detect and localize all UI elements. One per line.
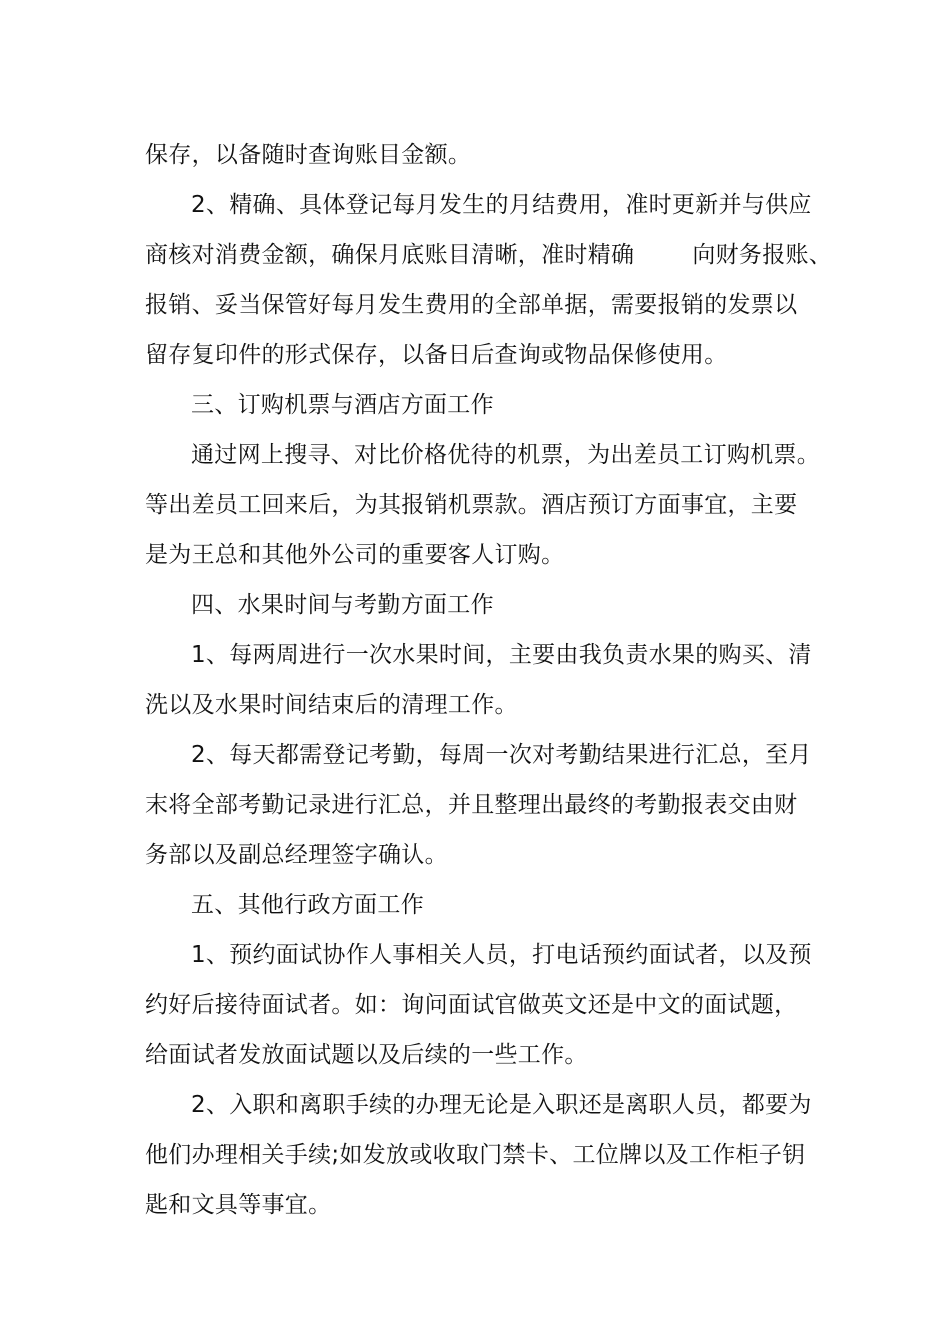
text-segment: 商核对消费金额，确保月底账目清晰，准时精确	[145, 242, 635, 268]
text-line: 2、入职和离职手续的办理无论是入职还是离职人员，都要为	[191, 1092, 812, 1118]
document-body	[145, 130, 835, 1230]
text-line: 洗以及水果时间结束后的清理工作。	[145, 692, 518, 718]
text-line: 2、每天都需登记考勤，每周一次对考勤结果进行汇总，至月	[191, 742, 812, 768]
text-line	[145, 230, 835, 280]
text-line: 保存，以备随时查询账目金额。	[145, 142, 472, 168]
text-segment: 向财务报账、	[692, 242, 833, 268]
text-line: 2、精确、具体登记每月发生的月结费用，准时更新并与供应	[191, 192, 812, 218]
text-line: 报销、妥当保管好每月发生费用的全部单据，需要报销的发票以	[145, 292, 798, 318]
text-line: 是为王总和其他外公司的重要客人订购。	[145, 542, 565, 568]
text-line: 留存复印件的形式保存，以备日后查询或物品保修使用。	[145, 342, 728, 368]
text-line: 务部以及副总经理签字确认。	[145, 842, 448, 868]
text-line: 他们办理相关手续;如发放或收取门禁卡、工位牌以及工作柜子钥	[145, 1142, 806, 1168]
text-line: 等出差员工回来后，为其报销机票款。酒店预订方面事宜，主要	[145, 492, 798, 518]
section-heading: 三、订购机票与酒店方面工作	[191, 392, 494, 418]
section-heading: 四、水果时间与考勤方面工作	[191, 592, 494, 618]
text-line: 1、预约面试协作人事相关人员，打电话预约面试者，以及预	[191, 942, 812, 968]
text-line: 匙和文具等事宜。	[145, 1192, 332, 1218]
text-line: 1、每两周进行一次水果时间，主要由我负责水果的购买、清	[191, 642, 812, 668]
text-line: 给面试者发放面试题以及后续的一些工作。	[145, 1042, 588, 1068]
section-heading: 五、其他行政方面工作	[191, 892, 424, 918]
text-line: 末将全部考勤记录进行汇总，并且整理出最终的考勤报表交由财	[145, 792, 798, 818]
text-line: 通过网上搜寻、对比价格优待的机票，为出差员工订购机票。	[191, 442, 821, 468]
text-line: 约好后接待面试者。如：询问面试官做英文还是中文的面试题，	[145, 992, 798, 1018]
